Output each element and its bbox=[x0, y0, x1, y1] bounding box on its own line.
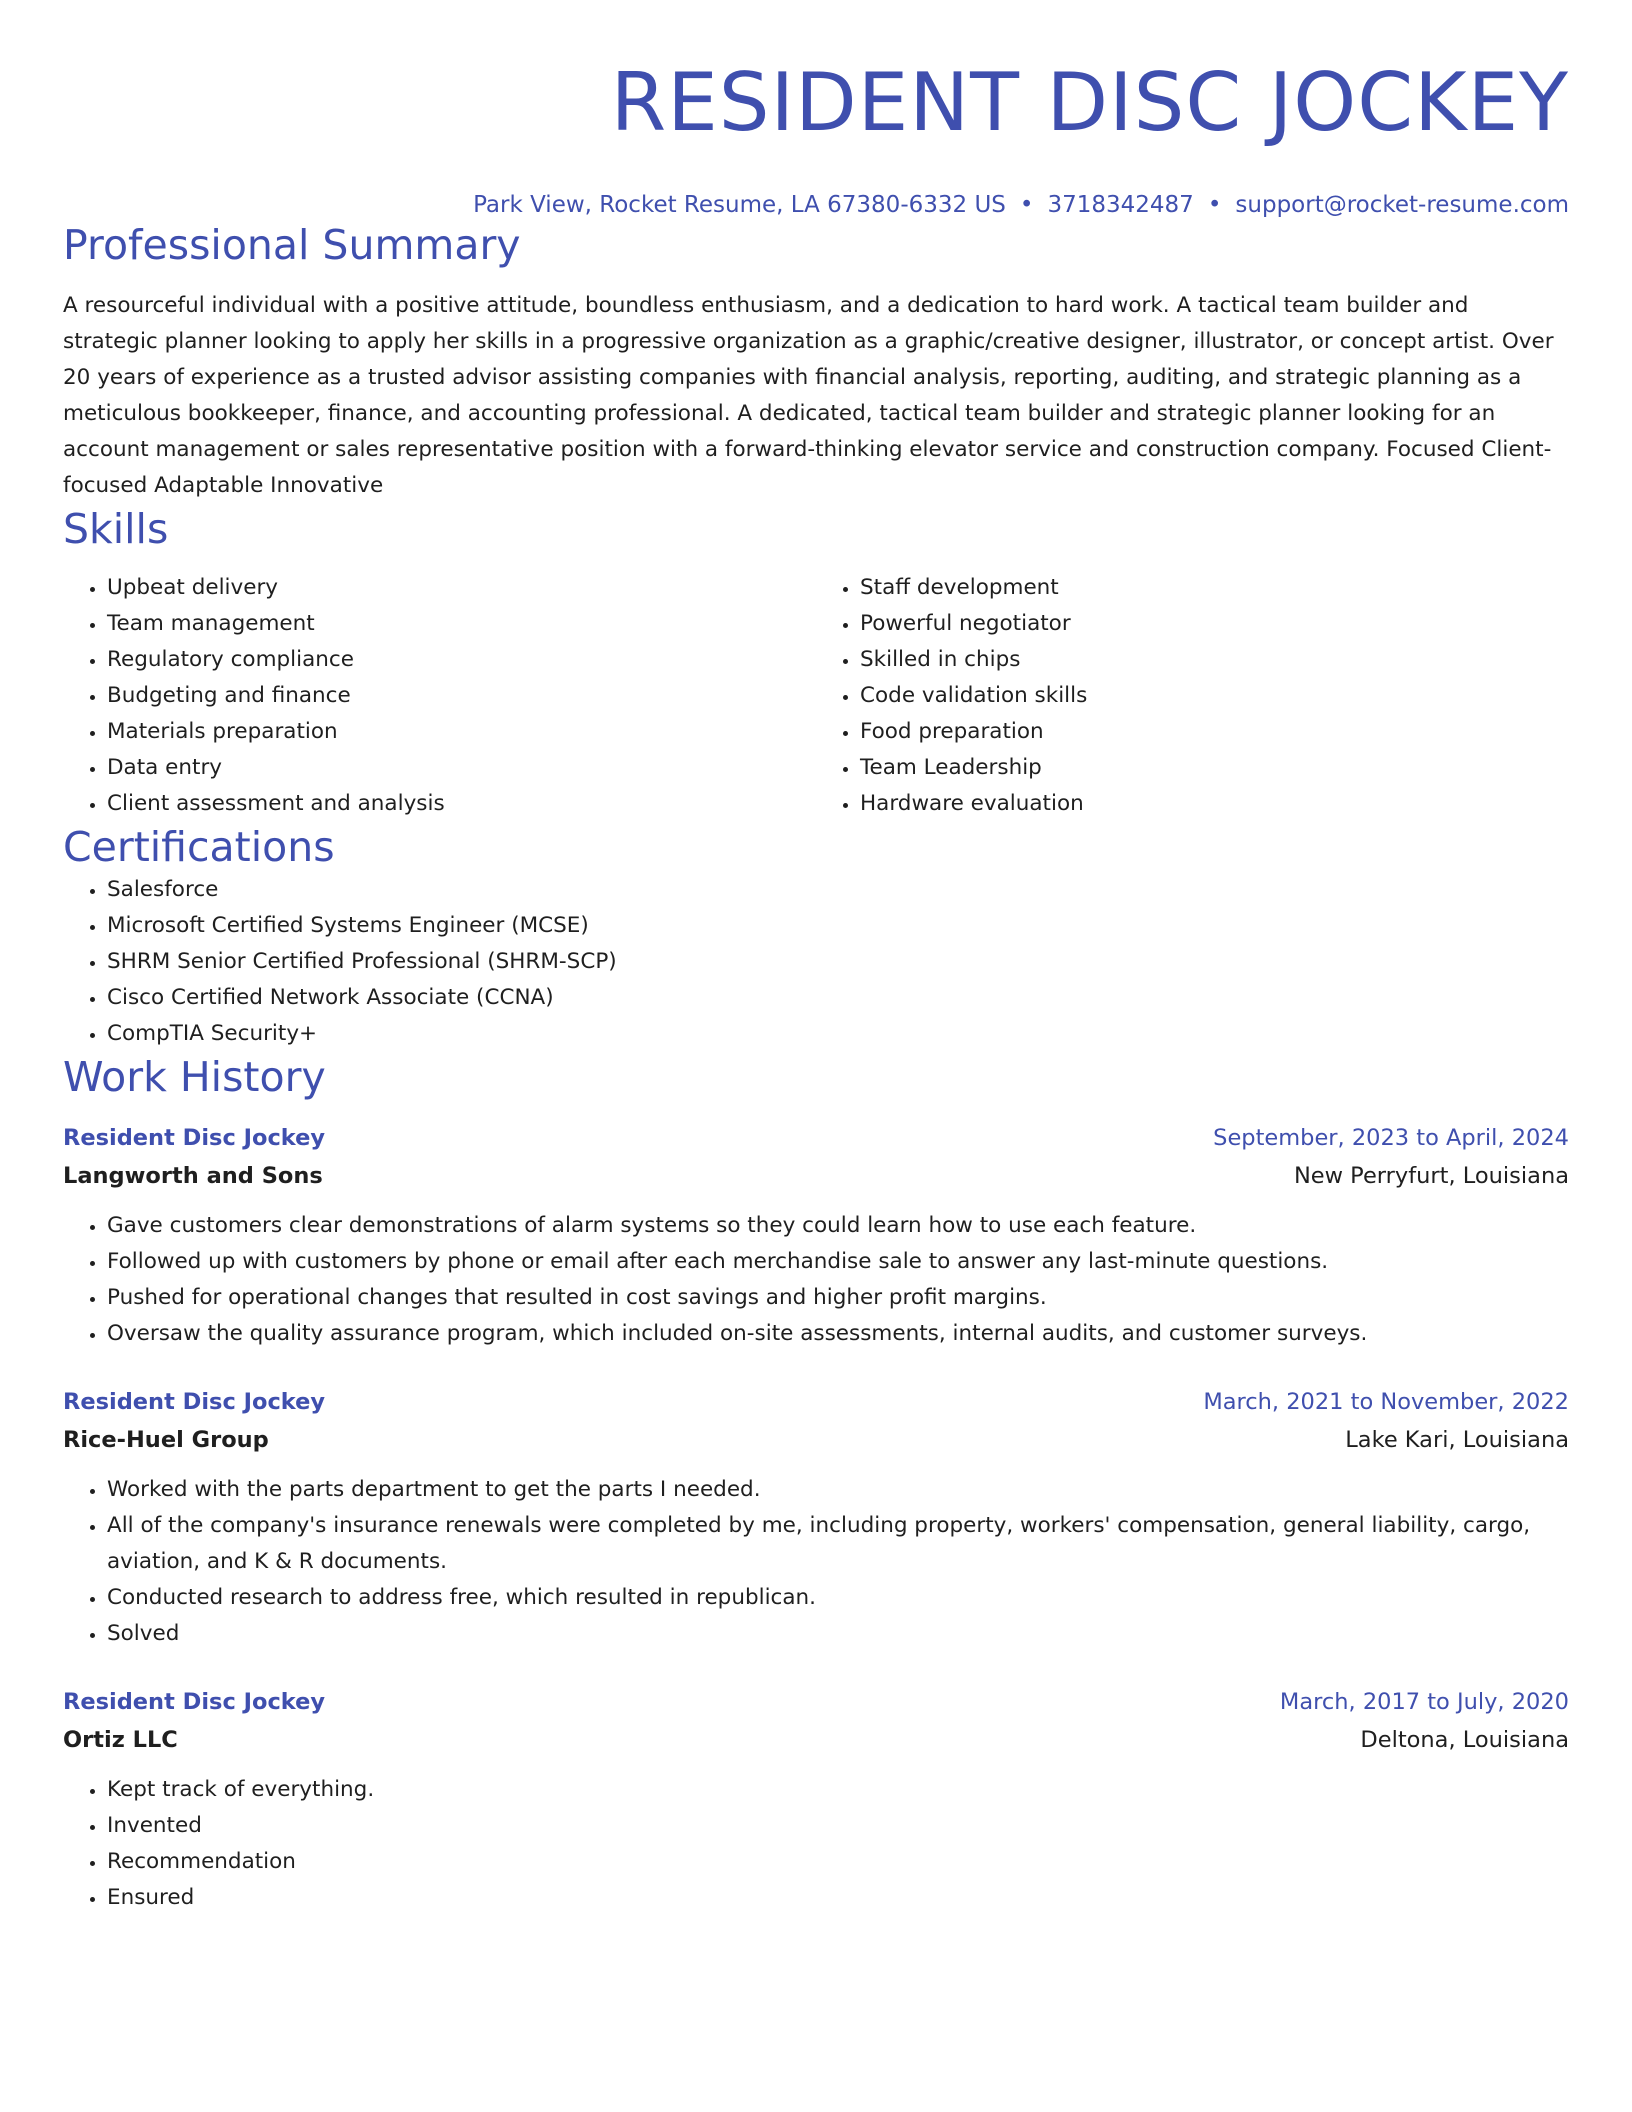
certifications-heading: Certifications bbox=[63, 823, 335, 871]
job-entry bbox=[63, 1384, 1569, 1652]
job-bullet: • Conducted research to address free, which resulted in republican. bbox=[107, 1580, 1569, 1616]
skill-item: • Materials preparation bbox=[107, 714, 816, 750]
job-header-row bbox=[63, 1120, 1569, 1156]
job-bullet: • Solved bbox=[107, 1616, 1569, 1652]
job-location: Lake Kari, Louisiana bbox=[1345, 1427, 1569, 1453]
job-entry bbox=[63, 1120, 1569, 1352]
skills-heading: Skills bbox=[63, 505, 169, 553]
job-bullet: • Ensured bbox=[107, 1880, 1569, 1916]
job-company-row bbox=[63, 1420, 1569, 1460]
contact-line bbox=[63, 190, 1569, 220]
skill-item: • Code validation skills bbox=[860, 678, 1569, 714]
certification-item: • Salesforce bbox=[107, 872, 1569, 908]
certification-item: • CompTIA Security+ bbox=[107, 1016, 1569, 1052]
skill-item: • Skilled in chips bbox=[860, 642, 1569, 678]
job-bullets bbox=[63, 1772, 1569, 1916]
skills-left-list bbox=[63, 570, 816, 822]
job-bullet: • Gave customers clear demonstrations of alarm systems so they could learn how to use each feature. bbox=[107, 1208, 1569, 1244]
skill-item: • Client assessment and analysis bbox=[107, 786, 816, 822]
job-dates: March, 2021 to November, 2022 bbox=[1203, 1389, 1569, 1415]
job-company: Ortiz LLC bbox=[63, 1727, 178, 1753]
skill-item: • Regulatory compliance bbox=[107, 642, 816, 678]
certification-item: • Cisco Certified Network Associate (CCNA) bbox=[107, 980, 1569, 1016]
certifications-list bbox=[63, 872, 1569, 1052]
skill-item: • Powerful negotiator bbox=[860, 606, 1569, 642]
job-company: Rice-Huel Group bbox=[63, 1427, 269, 1453]
certification-item: • Microsoft Certified Systems Engineer (MCSE) bbox=[107, 908, 1569, 944]
job-dates: March, 2017 to July, 2020 bbox=[1279, 1689, 1569, 1715]
summary-heading: Professional Summary bbox=[63, 221, 521, 269]
job-bullets bbox=[63, 1208, 1569, 1352]
job-location: Deltona, Louisiana bbox=[1360, 1727, 1569, 1753]
job-bullet: • Recommendation bbox=[107, 1844, 1569, 1880]
job-bullets bbox=[63, 1472, 1569, 1652]
job-title: Resident Disc Jockey bbox=[63, 1125, 326, 1151]
skill-item: • Food preparation bbox=[860, 714, 1569, 750]
skill-item: • Hardware evaluation bbox=[860, 786, 1569, 822]
job-header-row bbox=[63, 1684, 1569, 1720]
job-header-row bbox=[63, 1384, 1569, 1420]
contact-email: support@rocket-resume.com bbox=[1235, 192, 1569, 218]
skills-right-list bbox=[816, 570, 1569, 822]
skill-item: • Upbeat delivery bbox=[107, 570, 816, 606]
job-bullet: • Kept track of everything. bbox=[107, 1772, 1569, 1808]
job-company: Langworth and Sons bbox=[63, 1163, 323, 1189]
work-history-heading: Work History bbox=[63, 1053, 326, 1101]
job-bullet: • Invented bbox=[107, 1808, 1569, 1844]
job-dates: September, 2023 to April, 2024 bbox=[1213, 1125, 1569, 1151]
job-bullet: • Oversaw the quality assurance program, which included on-site assessments, internal audits, and customer surveys. bbox=[107, 1316, 1569, 1352]
contact-separator: • bbox=[1019, 192, 1034, 218]
certification-item: • SHRM Senior Certified Professional (SHRM-SCP) bbox=[107, 944, 1569, 980]
job-bullet: • Pushed for operational changes that resulted in cost savings and higher profit margins. bbox=[107, 1280, 1569, 1316]
job-bullet: • All of the company's insurance renewals were completed by me, including property, workers' compensation, general liability, cargo, aviation, and K & R documents. bbox=[107, 1508, 1569, 1580]
job-bullet: • Followed up with customers by phone or email after each merchandise sale to answer any last-minute questions. bbox=[107, 1244, 1569, 1280]
skill-item: • Data entry bbox=[107, 750, 816, 786]
job-company-row bbox=[63, 1156, 1569, 1196]
job-company-row bbox=[63, 1720, 1569, 1760]
skill-item: • Staff development bbox=[860, 570, 1569, 606]
job-title: Resident Disc Jockey bbox=[63, 1689, 326, 1715]
skills-columns bbox=[63, 570, 1569, 822]
resume-name: RESIDENT DISC JOCKEY bbox=[610, 56, 1569, 149]
contact-phone: 3718342487 bbox=[1047, 192, 1194, 218]
contact-address: Park View, Rocket Resume, LA 67380-6332 US bbox=[473, 192, 1006, 218]
skill-item: • Team management bbox=[107, 606, 816, 642]
skill-item: • Budgeting and finance bbox=[107, 678, 816, 714]
job-title: Resident Disc Jockey bbox=[63, 1389, 326, 1415]
job-bullet: • Worked with the parts department to get the parts I needed. bbox=[107, 1472, 1569, 1508]
skill-item: • Team Leadership bbox=[860, 750, 1569, 786]
job-entry bbox=[63, 1684, 1569, 1916]
contact-separator: • bbox=[1207, 192, 1222, 218]
job-location: New Perryfurt, Louisiana bbox=[1293, 1163, 1569, 1189]
summary-text: A resourceful individual with a positive attitude, boundless enthusiasm, and a dedication to hard work. A tactical team builder and strategic planner looking to apply her skills in a progressive organization as a graphic/creative designer, illustrator, or concept artist. Over 20 years of experience as a trusted advisor assisting companies with financial analysis, reporting, auditing, and strategic planning as a meticulous bookkeeper, finance, and accounting professional. A dedicated, tactical team builder and strategic planner looking for an account management or sales representative position with a forward-thinking elevator service and construction company. Focused Client-focused Adaptable Innovative bbox=[63, 293, 1554, 498]
